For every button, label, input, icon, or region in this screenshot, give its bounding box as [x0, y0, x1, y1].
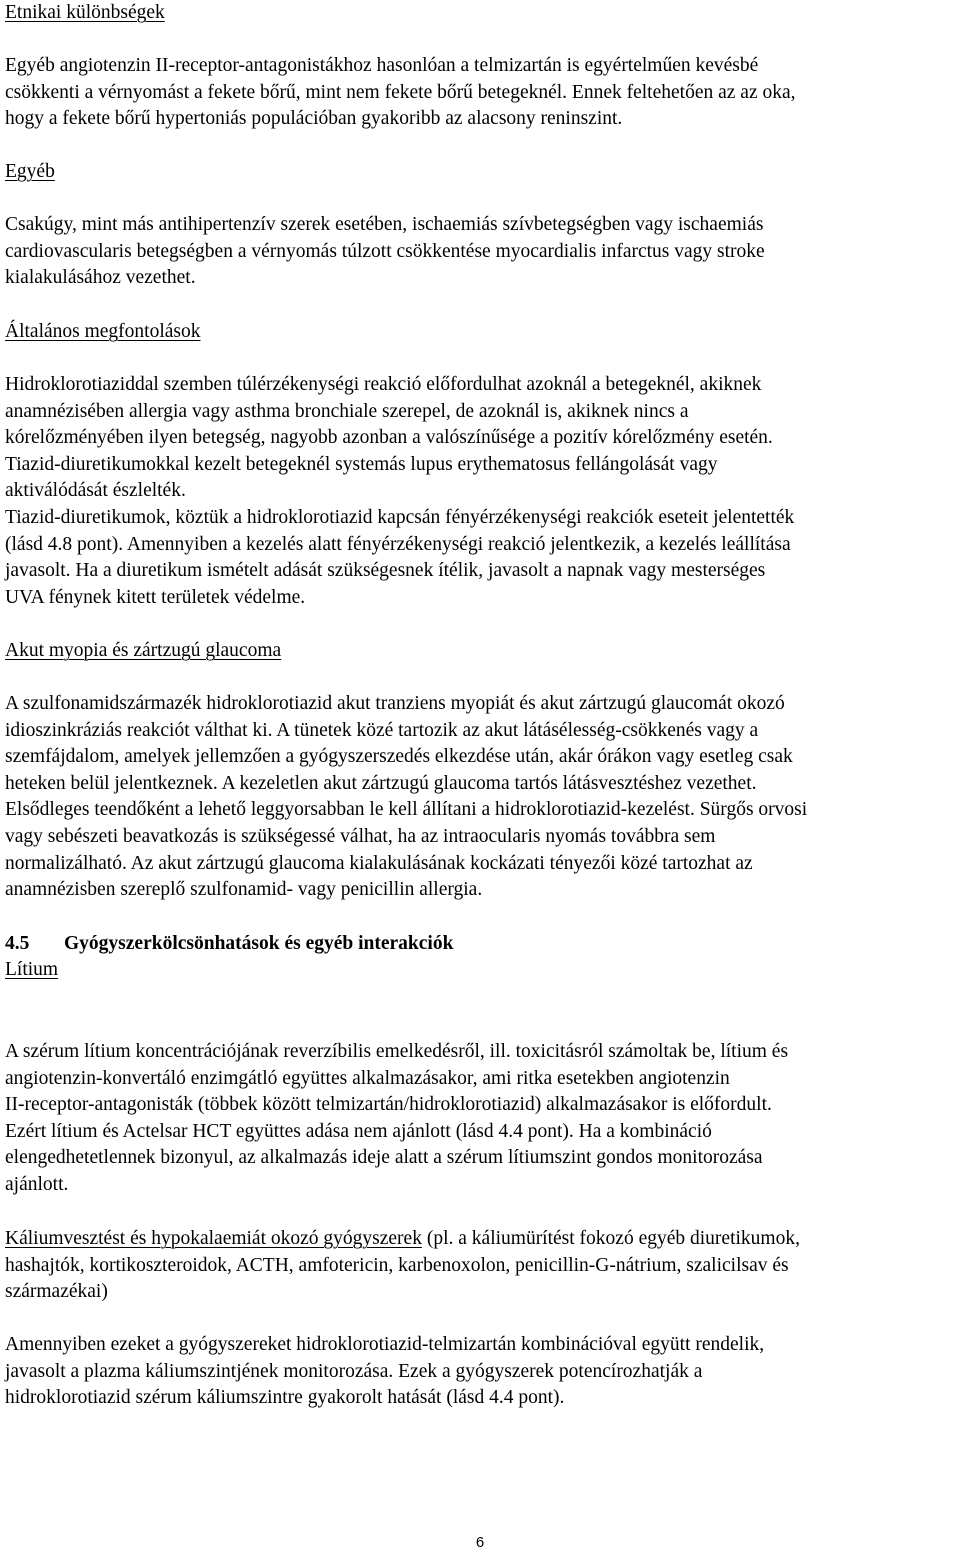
- heading-etnikai-kulonbsegek: Etnikai különbségek: [5, 2, 165, 23]
- text-line: Egyéb angiotenzin II-receptor-antagonistákhoz hasonlóan a telmizartán is egyértelműen kevésbé: [5, 55, 759, 76]
- text-line: heteken belül jelentkeznek. A kezeletlen akut zártzugú glaucoma tartós látásvesztéshez vezethet.: [5, 772, 757, 794]
- text-line: idioszinkráziás reakciót válthat ki. A tünetek közé tartozik az akut látásélesség-csökkenés vagy a: [5, 719, 759, 741]
- paragraph-litium: [5, 1039, 955, 1199]
- paragraph-etnikai: [5, 53, 955, 133]
- heading-altalanos-megfontolasok: Általános megfontolások: [5, 321, 201, 342]
- text-line: Ezért lítium és Actelsar HCT együttes adása nem ajánlott (lásd 4.4 pont). Ha a kombináció: [5, 1120, 712, 1142]
- heading-egyeb: Egyéb: [5, 161, 55, 182]
- heading-litium: Lítium: [5, 959, 59, 980]
- text-line: II-receptor-antagonisták (többek között telmizartán/hidroklorotiazid) alkalmazásakor is előfordult.: [5, 1094, 772, 1116]
- text-line: A szérum lítium koncentrációjának reverzíbilis emelkedésről, ill. toxicitásról számoltak be, lítium és: [5, 1041, 789, 1062]
- paragraph-egyeb: [5, 212, 955, 292]
- heading-akut-myopia: Akut myopia és zártzugú glaucoma: [5, 640, 282, 661]
- text-line: javasolt a plazma káliumszintjének monitorozása. Ezek a gyógyszerek potencírozhatják a: [5, 1360, 703, 1382]
- text-line: kialakulásához vezethet.: [5, 267, 196, 289]
- text-line: Csakúgy, mint más antihipertenzív szerek esetében, ischaemiás szívbetegségben vagy ischaemiás: [5, 214, 764, 235]
- kalium-heading-underlined: Káliumvesztést és hypokalaemiát okozó gyógyszerek: [5, 1228, 422, 1249]
- text-line: Tiazid-diuretikumok, köztük a hidroklorotiazid kapcsán fényérzékenységi reakciók eseteit jelentették: [5, 506, 795, 528]
- text-line: kórelőzményében ilyen betegség, nagyobb azonban a valószínűsége a pozitív kórelőzmény esetén.: [5, 427, 773, 449]
- text-line: hogy a fekete bőrű hypertoniás populációban gyakoribb az alacsony reninszint.: [5, 108, 623, 130]
- text-line: anamnézisében allergia vagy asthma bronchiale szerepel, de azoknál is, akiknek nincs a: [5, 400, 689, 422]
- kalium-heading-rest: (pl. a káliumürítést fokozó egyéb diuretikumok,: [421, 1228, 800, 1249]
- text-line: A szulfonamidszármazék hidroklorotiazid akut tranziens myopiát és akut zártzugú glaucomát okozó: [5, 693, 785, 714]
- text-line: cardiovascularis betegségben a vérnyomás túlzott csökkentése myocardialis infarctus vagy stroke: [5, 240, 765, 262]
- heading-kaliumvesztes: [5, 1226, 955, 1306]
- text-line: javasolt. Ha a diuretikum ismételt adását szükségesnek ítélik, javasolt a napnak vagy mesterséges: [5, 560, 766, 582]
- text-line: csökkenti a vérnyomást a fekete bőrű, mint nem fekete bőrű betegeknél. Ennek feltehetően az az oka,: [5, 81, 796, 103]
- text-line: Tiazid-diuretikumokkal kezelt betegeknél systemás lupus erythematosus fellángolását vagy: [5, 453, 718, 475]
- section-number: 4.5: [5, 933, 30, 954]
- text-line: anamnézisben szereplő szulfonamid- vagy penicillin allergia.: [5, 879, 483, 901]
- text-line: (lásd 4.8 pont). Amennyiben a kezelés alatt fényérzékenységi reakció jelentkezik, a kezelés leállítása: [5, 533, 791, 555]
- text-line: aktiválódását észlelték.: [5, 480, 186, 502]
- text-line: hashajtók, kortikoszteroidok, ACTH, amfotericin, karbenoxolon, penicillin-G-nátrium, szalicilsav és: [5, 1254, 789, 1276]
- text-line: szemfájdalom, amelyek jellemzően a gyógyszerszedés elkezdése után, akár órákon vagy esetleg csak: [5, 746, 793, 768]
- text-line: Hidroklorotiaziddal szemben túlérzékenységi reakció előfordulhat azoknál a betegeknél, akiknek: [5, 374, 762, 395]
- paragraph-myopia: [5, 691, 955, 904]
- text-line: Elsődleges teendőként a lehető leggyorsabban le kell állítani a hidroklorotiazid-kezelést. Sürgős orvosi: [5, 799, 808, 821]
- text-line: vagy sebészeti beavatkozás is szükségessé válhat, ha az intraocularis nyomás továbbra sem: [5, 825, 716, 847]
- section-heading-4-5: [5, 931, 955, 958]
- text-line: ajánlott.: [5, 1173, 69, 1195]
- section-title: Gyógyszerkölcsönhatások és egyéb interakciók: [64, 933, 454, 954]
- text-line: hidroklorotiazid szérum káliumszintre gyakorolt hatását (lásd 4.4 pont).: [5, 1387, 565, 1409]
- text-line: normalizálható. Az akut zártzugú glaucoma kialakulásának kockázati tényezői közé tartozhat az: [5, 852, 753, 874]
- paragraph-kalium: [5, 1332, 955, 1412]
- text-line: Amennyiben ezeket a gyógyszereket hidroklorotiazid-telmizartán kombinációval együtt rendelik,: [5, 1334, 765, 1355]
- paragraph-altalanos: [5, 372, 955, 611]
- text-line: UVA fénynek kitett területek védelme.: [5, 586, 306, 608]
- text-line: [5, 1226, 955, 1253]
- text-line: angiotenzin-konvertáló enzimgátló együttes alkalmazásakor, ami ritka esetekben angiotenzin: [5, 1067, 730, 1089]
- page-number: 6: [475, 1534, 485, 1551]
- text-line: elengedhetetlennek bizonyul, az alkalmazás ideje alatt a szérum lítiumszint gondos monitorozása: [5, 1147, 763, 1169]
- text-line: származékai): [5, 1281, 108, 1303]
